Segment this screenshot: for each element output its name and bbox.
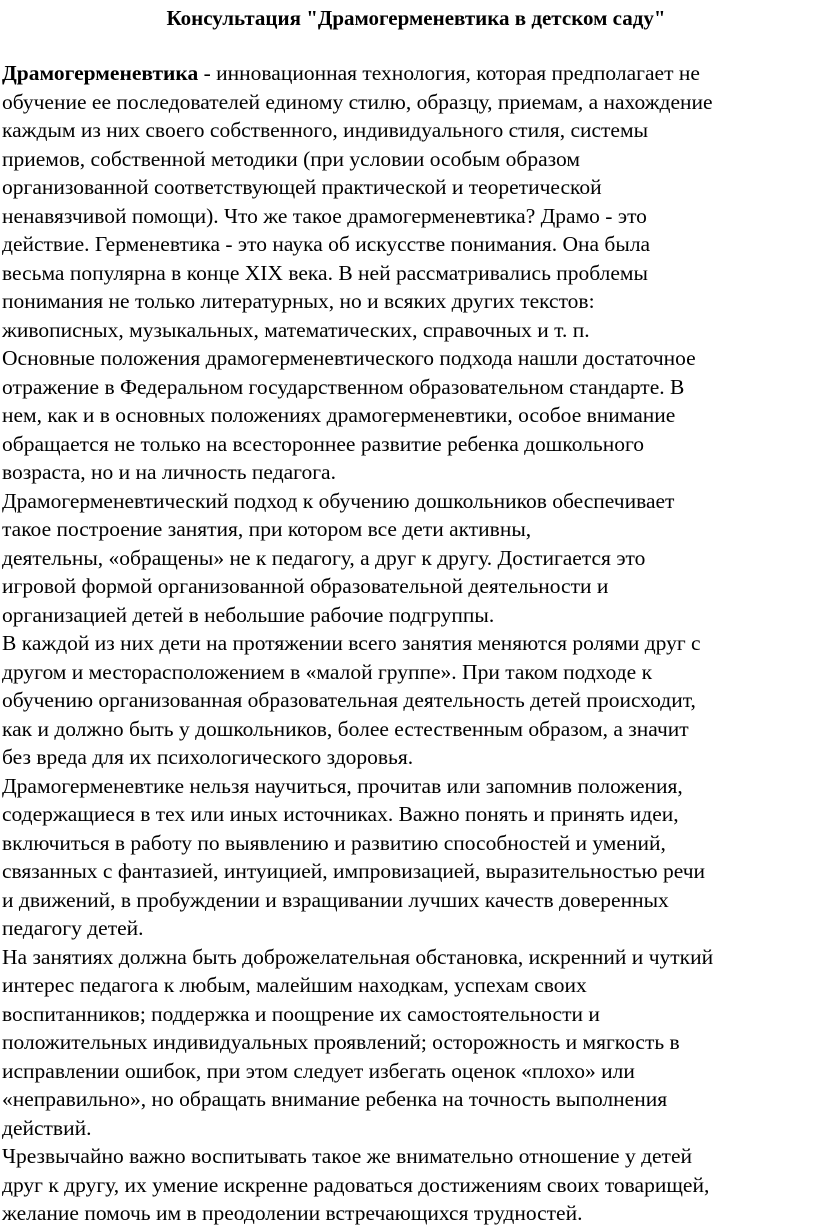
paragraph-intro bbox=[2, 59, 810, 344]
paragraph-approach: Драмогерменевтический подход к обучению дошкольников обеспечивает такое построение занятия, при котором все дети активны, деятельны, «обращены» не к педагогу, а друг к другу. Достигается это игровой формой организованной образовательной деятельности и организацией детей в небольшие рабочие подгруппы. bbox=[2, 488, 675, 627]
intro-text: - инновационная технология, которая предполагает не обучение ее последователей единому стилю, образцу, приемам, а нахождение каждым из них своего собственного, индивидуального стиля, системы приемов, собственной методики (при условии особым образом организованной соответствующей практической и теоретической ненавязчивой помощи). Что же такое драмогерменевтика? Драмо - это действие. Герменевтика - это наука об искусстве понимания. Она была весьма популярна в конце XIX века. В ней рассматривались проблемы понимания не только литературных, но и всяких других текстов: живописных, музыкальных, математических, справочных и т. п. bbox=[2, 61, 713, 342]
paragraph-fgos: Основные положения драмогерменевтического подхода нашли достаточное отражение в Федеральном государственном образовательном стандарте. В нем, как и в основных положениях драмогерменевтики, особое внимание обращается не только на всестороннее развитие ребенка дошкольного возраста, но и на личность педагога. bbox=[2, 346, 696, 484]
paragraph-small-groups: В каждой из них дети на протяжении всего занятия меняются ролями друг с другом и месторасположением в «малой группе». При таком подходе к обучению организованная образовательная деятельность детей происходит, как и должно быть у дошкольников, более естественным образом, а значит без вреда для их психологического здоровья. bbox=[2, 631, 701, 769]
intro-term: Драмогерменевтика bbox=[2, 61, 199, 85]
paragraph-learning: Драмогерменевтике нельзя научиться, прочитав или запомнив положения, содержащиеся в тех или иных источниках. Важно понять и принять идеи, включиться в работу по выявлению и развитию способностей и умений, связанных с фантазией, интуицией, импровизацией, выразительностью речи и движений, в пробуждении и взращивании лучших качеств доверенных педагогу детей. bbox=[2, 773, 706, 940]
paragraph-atmosphere: На занятиях должна быть доброжелательная обстановка, искренний и чуткий интерес педагога к любым, малейшим находкам, успехам своих воспитанников; поддержка и поощрение их самостоятельности и положительных индивидуальных проявлений; осторожность и мягкость в исправлении ошибок, при этом следует избегать оценок «плохо» или «неправильно», но обращать внимание ребенка на точность выполнения действий. bbox=[2, 944, 714, 1140]
document-title: Консультация "Драмогерменевтика в детском саду" bbox=[166, 6, 666, 30]
paragraph-mutual-attention: Чрезвычайно важно воспитывать такое же внимательно отношение у детей друг к другу, их умение искренне радоваться достижениям своих товарищей, желание помочь им в преодолении встречающихся трудностей. bbox=[2, 1144, 710, 1225]
